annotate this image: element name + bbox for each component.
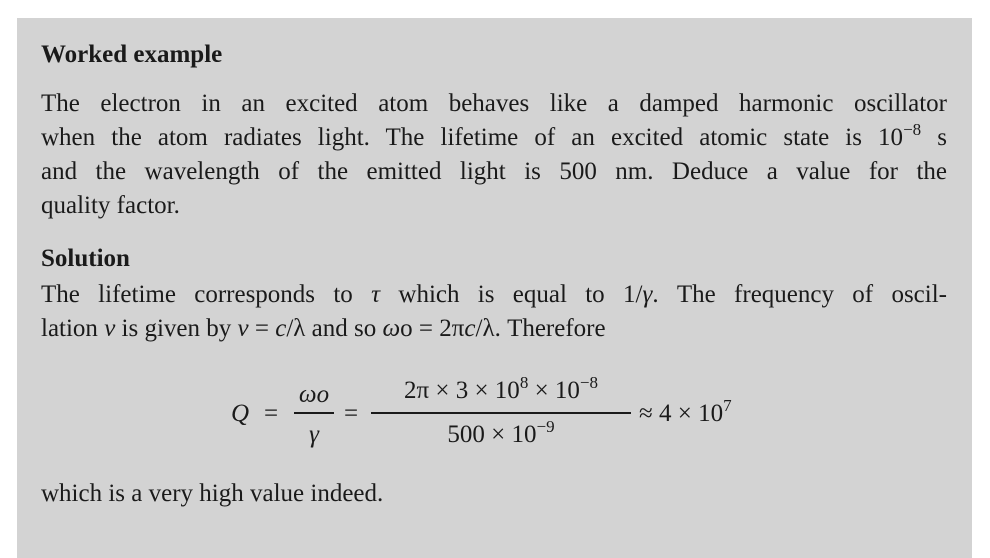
solution-heading: Solution <box>41 245 130 272</box>
numeric-denominator: $500 \times 10^{-9}$ <box>447 417 555 448</box>
equals-sign-1: = <box>264 400 279 427</box>
equation-result: ≈ $4 \times 10^7$ <box>639 396 732 427</box>
fraction-bar-1 <box>294 412 334 414</box>
problem-line-3: and the wavelength of the emitted light is 500 nm. Deduce a value for the <box>41 158 947 185</box>
problem-line-1: The electron in an excited atom behaves like a damped harmonic oscillator <box>41 90 947 117</box>
fraction-bar-2 <box>371 412 631 414</box>
worked-example-box <box>17 18 972 558</box>
solution-line-2: lation ν is given by ν = c/λ and so ωo = 2πc/λ. Therefore <box>41 315 606 342</box>
lifetime-exponent: −8 <box>903 120 922 139</box>
solution-line-1: The lifetime corresponds to τ which is equal to 1/γ. The frequency of oscil- <box>41 281 947 308</box>
omega-numerator: ωo <box>298 381 330 408</box>
worked-example-title: Worked example <box>41 41 223 68</box>
conclusion-text: which is a very high value indeed. <box>41 480 384 507</box>
equals-sign-2: = <box>344 400 359 427</box>
gamma-denominator: γ <box>309 421 319 448</box>
solution-text <box>41 278 947 346</box>
problem-statement <box>41 87 947 223</box>
problem-line-4: quality factor. <box>41 192 180 219</box>
problem-line-2: when the atom radiates light. The lifetime of an excited atomic state is $10^{-8}$ s <box>41 120 947 151</box>
numeric-numerator: $2\pi \times 3 \times 10^8 \times 10^{-8}$ <box>403 373 599 404</box>
equation-lhs: Q <box>231 400 250 427</box>
